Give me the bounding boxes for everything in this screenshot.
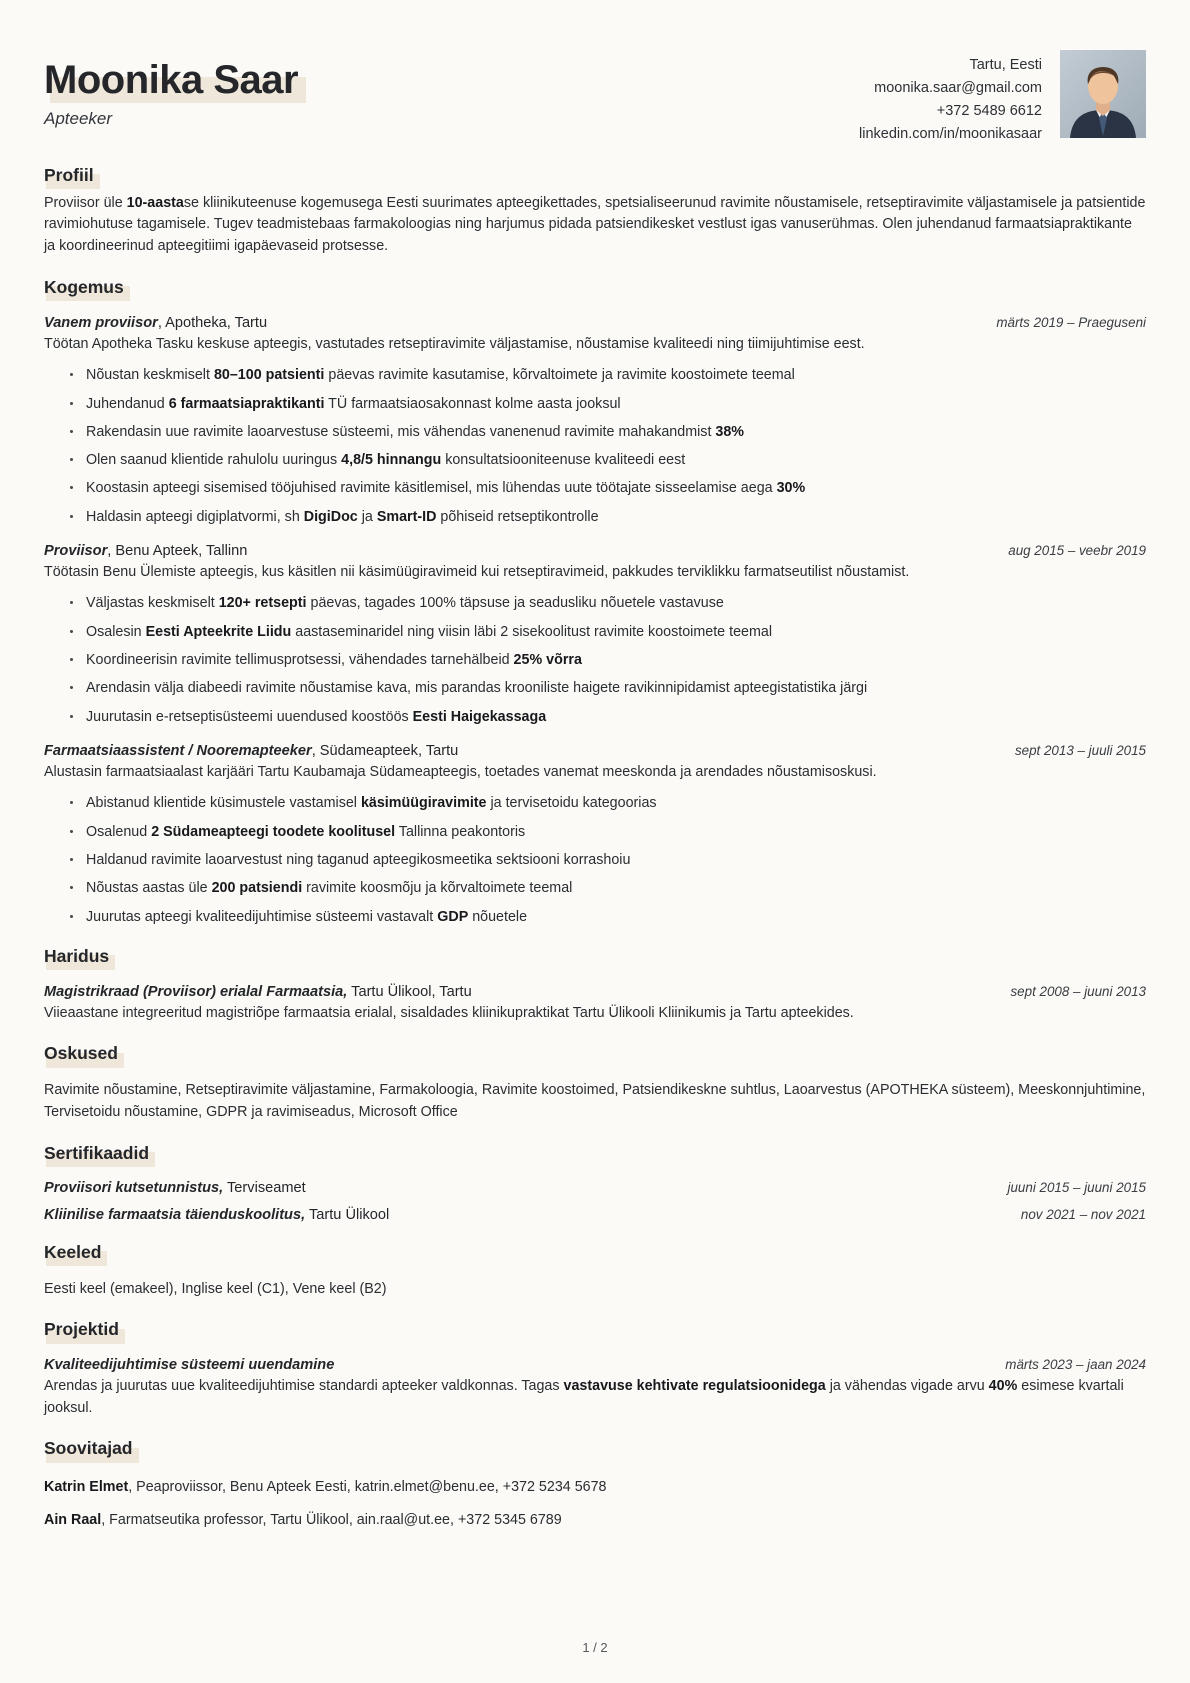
bullet-item xyxy=(70,394,1146,414)
resume-entry xyxy=(44,984,1146,1024)
emphasis-text: Eesti Haigekassaga xyxy=(412,708,547,725)
entry-role xyxy=(44,743,995,759)
resume-header xyxy=(44,44,1146,146)
bullet-item xyxy=(70,850,1146,870)
inline-text: se kliinikuteenuse kogemusega Eesti suurimates apteegikettades, spetsialiseerunud ravimite nõustamisele, retseptiravimite väljastamisele ja patsientide ravimiohutuse tagamisele. Tugev teadmistebaas farmakoloogias ning harjumus pidada patsiendikesket vestlust igas vanuserühmas. Olen juhendanud farmaatsiapraktikante ja koordineerinud apteegitiimi igapäevaseid protsesse. xyxy=(44,194,1146,255)
section-education xyxy=(44,946,1146,1024)
certificate-title: Proviisori kutsetunnistus, xyxy=(44,1179,224,1196)
inline-text: Arendasin välja diabeedi ravimite nõustamise kava, mis parandas krooniliste haigete ravikinnipidamist apteegistatistika järgi xyxy=(86,680,868,697)
project-entries xyxy=(44,1357,1146,1419)
bullet-item xyxy=(70,678,1146,698)
section-heading-profile: Profiil xyxy=(44,164,94,185)
inline-text: nõuetele xyxy=(468,908,528,925)
certificate-row xyxy=(44,1207,1146,1223)
section-skills xyxy=(44,1043,1146,1123)
inline-text: ja xyxy=(357,508,377,525)
inline-text: põhiseid retseptikontrolle xyxy=(436,508,599,525)
inline-text: ja tervisetoidu kategoorias xyxy=(486,795,657,812)
entry-date: sept 2008 – juuni 2013 xyxy=(1010,983,1146,999)
emphasis-text: 2 Südameapteegi toodete koolitusel xyxy=(151,823,396,840)
entry-date: märts 2019 – Praeguseni xyxy=(996,314,1146,330)
emphasis-text: Katrin Elmet xyxy=(44,1479,129,1496)
entry-header xyxy=(44,743,1146,759)
inline-text: aastaseminaridel ning viisin läbi 2 sisekoolitust ravimite koostoimete teemal xyxy=(291,623,773,640)
entry-role-title: Magistrikraad (Proviisor) erialal Farmaatsia, xyxy=(44,983,348,1000)
section-profile xyxy=(44,165,1146,258)
section-title-container xyxy=(44,1242,101,1263)
section-experience xyxy=(44,277,1146,927)
resume-entry xyxy=(44,543,1146,727)
section-heading-projects: Projektid xyxy=(44,1319,119,1340)
section-certificates xyxy=(44,1143,1146,1223)
inline-text: Tallinna peakontoris xyxy=(395,823,526,840)
certificate-date: juuni 2015 – juuni 2015 xyxy=(1007,1179,1146,1195)
entry-organization: , Apotheka, Tartu xyxy=(157,314,268,331)
entry-role xyxy=(44,984,990,1000)
section-heading-references: Soovitajad xyxy=(44,1438,133,1459)
education-entries xyxy=(44,984,1146,1024)
entry-role xyxy=(44,1357,985,1373)
bullet-item xyxy=(70,365,1146,385)
section-heading-experience: Kogemus xyxy=(44,276,124,297)
inline-text: Koostasin apteegi sisemised tööjuhised ravimite käsitlemisel, mis lühendas uute töötajate sisseelamise aega xyxy=(86,480,777,497)
inline-text: Proviisor üle xyxy=(44,194,127,211)
bullet-item xyxy=(70,822,1146,842)
section-title-container xyxy=(44,1438,133,1459)
section-title-container xyxy=(44,1043,118,1064)
inline-text: Koordineerisin ravimite tellimusprotsessi, vähendades tarnehälbeid xyxy=(86,652,514,669)
section-heading-education: Haridus xyxy=(44,945,110,966)
header-identity xyxy=(44,50,298,129)
emphasis-text: 80–100 patsienti xyxy=(213,367,325,384)
inline-text: Haldasin apteegi digiplatvormi, sh xyxy=(86,508,304,525)
certificate-date: nov 2021 – nov 2021 xyxy=(1020,1206,1146,1222)
inline-text: , Peaproviissor, Benu Apteek Eesti, katrin.elmet@benu.ee, +372 5234 5678 xyxy=(128,1479,607,1496)
entry-header xyxy=(44,1357,1146,1373)
section-title-container xyxy=(44,1143,149,1164)
emphasis-text: Ain Raal xyxy=(44,1511,102,1528)
entry-date: märts 2023 – jaan 2024 xyxy=(1005,1357,1146,1373)
section-title-container xyxy=(44,277,124,298)
entry-description: Viieaastane integreeritud magistriõpe farmaatsia erialal, sisaldades kliinikupraktikat Tartu Ülikooli Kliinikumis ja Tartu apteekides. xyxy=(44,1004,854,1021)
inline-text: Olen saanud klientide rahulolu uuringus xyxy=(86,452,342,469)
certificate-row xyxy=(44,1180,1146,1196)
contact-details xyxy=(859,50,1042,146)
emphasis-text: 6 farmaatsiapraktikanti xyxy=(168,395,325,412)
entry-role xyxy=(44,315,976,331)
reference-entries xyxy=(44,1477,1146,1531)
section-title-container xyxy=(44,1319,119,1340)
entry-role-title: Vanem proviisor xyxy=(44,314,158,331)
bullet-item xyxy=(70,650,1146,670)
avatar xyxy=(1060,50,1146,138)
entry-header xyxy=(44,984,1146,1000)
entry-organization: Tartu Ülikool, Tartu xyxy=(347,983,472,1000)
certificate-name xyxy=(44,1180,988,1196)
job-title: Apteeker xyxy=(44,109,113,128)
certificate-title: Kliinilise farmaatsia täienduskoolitus, xyxy=(44,1206,306,1223)
entry-bullet-list xyxy=(44,593,1146,726)
section-languages xyxy=(44,1242,1146,1301)
skills-text: Ravimite nõustamine, Retseptiravimite väljastamine, Farmakoloogia, Ravimite koostoimed, Patsiendikeskne suhtlus, Laoarvestus (APOTHEKA süsteem), Meeskonnjuhtimine, Tervisetoidu nõustamine, GDPR ja ravimiseadus, Microsoft Office xyxy=(44,1082,1146,1120)
inline-text: , Farmatseutika professor, Tartu Ülikool, ain.raal@ut.ee, +372 5345 6789 xyxy=(101,1511,562,1528)
entry-role xyxy=(44,543,988,559)
bullet-item xyxy=(70,450,1146,470)
emphasis-text: 30% xyxy=(776,480,806,497)
emphasis-text: DigiDoc xyxy=(303,508,358,525)
inline-text: Väljastas keskmiselt xyxy=(86,595,219,612)
section-heading-skills: Oskused xyxy=(44,1043,118,1064)
inline-text: Abistanud klientide küsimustele vastamisel xyxy=(86,795,361,812)
reference-row xyxy=(44,1477,1146,1498)
inline-text: Osalesin xyxy=(86,623,146,640)
inline-text: Juurutasin e-retseptisüsteemi uuendused koostöös xyxy=(86,708,413,725)
inline-text: Haldanud ravimite laoarvestust ning taganud apteegikosmeetika sektsiooni korrashoiu xyxy=(86,851,631,868)
entry-organization: , Südameapteek, Tartu xyxy=(311,742,459,759)
resume-entry xyxy=(44,743,1146,927)
bullet-item xyxy=(70,907,1146,927)
contact-email[interactable]: moonika.saar@gmail.com xyxy=(874,79,1042,96)
header-contact-block xyxy=(859,50,1146,146)
entry-date: aug 2015 – veebr 2019 xyxy=(1008,543,1146,558)
resume-entry xyxy=(44,1357,1146,1419)
emphasis-text: 38% xyxy=(715,423,745,440)
entry-organization: , Benu Apteek, Tallinn xyxy=(107,543,248,559)
inline-text: päevas, tagades 100% täpsuse ja seadusliku nõuetele vastavuse xyxy=(306,595,724,612)
section-projects xyxy=(44,1319,1146,1419)
entry-description: Töötasin Benu Ülemiste apteegis, kus käsitlen nii käsimüügiravimeid kui retseptiravimeid, pakkudes terviklikku farmatseutilist nõustamist. xyxy=(44,564,910,580)
emphasis-text: käsimüügiravimite xyxy=(360,795,487,812)
inline-text: TÜ farmaatsiaosakonnast kolme aasta jooksul xyxy=(324,395,621,412)
emphasis-text: 40% xyxy=(988,1378,1018,1395)
entry-header xyxy=(44,315,1146,331)
inline-text: päevas ravimite kasutamise, kõrvaltoimete ja ravimite koostoimete teemal xyxy=(324,367,795,384)
emphasis-text: Smart-ID xyxy=(376,508,437,525)
contact-location: Tartu, Eesti xyxy=(969,57,1042,73)
entry-role-title: Farmaatsiaassistent / Nooremapteeker xyxy=(44,742,312,759)
inline-text: Juhendanud xyxy=(86,395,169,412)
inline-text: esimese kvartali jooksul. xyxy=(44,1378,1124,1416)
inline-text: konsultatsiooniteenuse kvaliteedi eest xyxy=(441,452,686,469)
certificate-name xyxy=(44,1207,1001,1223)
entry-role-title: Kvaliteedijuhtimise süsteemi uuendamine xyxy=(44,1357,335,1374)
emphasis-text: 120+ retsepti xyxy=(218,595,307,612)
section-title-container xyxy=(44,946,109,967)
certificate-issuer: Terviseamet xyxy=(223,1179,306,1196)
inline-text: Nõustan keskmiselt xyxy=(86,367,214,384)
page-footer: 1 / 2 xyxy=(582,1640,608,1655)
inline-text: ja vähendas vigade arvu xyxy=(825,1378,989,1395)
section-heading-languages: Keeled xyxy=(44,1241,102,1262)
certificate-issuer: Tartu Ülikool xyxy=(305,1206,390,1223)
entry-description: Töötan Apotheka Tasku keskuse apteegis, vastutades retseptiravimite väljastamise, nõustamise kvaliteedi ning tiimijuhtimise eest. xyxy=(44,335,865,352)
emphasis-text: 10-aasta xyxy=(126,194,184,211)
section-references xyxy=(44,1438,1146,1531)
certificate-entries xyxy=(44,1180,1146,1223)
emphasis-text: GDP xyxy=(437,908,469,925)
emphasis-text: vastavuse kehtivate regulatsioonidega xyxy=(563,1378,826,1395)
bullet-item xyxy=(70,793,1146,813)
profile-text xyxy=(44,193,1146,258)
bullet-item xyxy=(70,622,1146,642)
page-title: Moonika Saar xyxy=(44,58,299,102)
resume-entry xyxy=(44,315,1146,527)
inline-text: Juurutas apteegi kvaliteedijuhtimise süsteemi vastavalt xyxy=(86,908,438,925)
entry-description: Alustasin farmaatsiaalast karjääri Tartu Kaubamaja Südameapteegis, toetades vanemat meeskonda ja arendades nõustamisoskusi. xyxy=(44,763,877,780)
entry-date: sept 2013 – juuli 2015 xyxy=(1014,742,1146,758)
emphasis-text: 4,8/5 hinnangu xyxy=(341,452,442,469)
section-heading-certificates: Sertifikaadid xyxy=(44,1142,150,1163)
bullet-item xyxy=(70,593,1146,613)
bullet-item xyxy=(70,507,1146,527)
inline-text: Arendas ja juurutas uue kvaliteedijuhtimise standardi apteeker valdkonnas. Tagas xyxy=(44,1378,564,1395)
bullet-item xyxy=(70,707,1146,727)
entry-role-title: Proviisor xyxy=(44,543,108,559)
bullet-item xyxy=(70,422,1146,442)
languages-text: Eesti keel (emakeel), Inglise keel (C1), Vene keel (B2) xyxy=(44,1280,387,1297)
reference-row xyxy=(44,1510,1146,1531)
inline-text: Rakendasin uue ravimite laoarvestuse süsteemi, mis vähendas vanenenud ravimite mahakandmist xyxy=(86,423,716,440)
name-container xyxy=(44,58,298,102)
contact-linkedin[interactable]: linkedin.com/in/moonikasaar xyxy=(859,125,1042,142)
inline-text: ravimite koosmõju ja kõrvaltoimete teemal xyxy=(302,880,573,897)
emphasis-text: Eesti Apteekrite Liidu xyxy=(145,623,292,640)
contact-phone[interactable]: +372 5489 6612 xyxy=(936,102,1042,119)
emphasis-text: 200 patsiendi xyxy=(211,880,303,897)
entry-header xyxy=(44,543,1146,559)
bullet-item xyxy=(70,478,1146,498)
entry-description xyxy=(44,1376,1146,1419)
inline-text: Nõustas aastas üle xyxy=(86,880,212,897)
entry-bullet-list xyxy=(44,793,1146,926)
avatar-photo-icon xyxy=(1060,50,1146,138)
experience-entries xyxy=(44,315,1146,927)
emphasis-text: 25% võrra xyxy=(513,652,582,669)
section-title-container xyxy=(44,165,94,186)
entry-bullet-list xyxy=(44,365,1146,527)
bullet-item xyxy=(70,878,1146,898)
inline-text: Osalenud xyxy=(86,823,152,840)
